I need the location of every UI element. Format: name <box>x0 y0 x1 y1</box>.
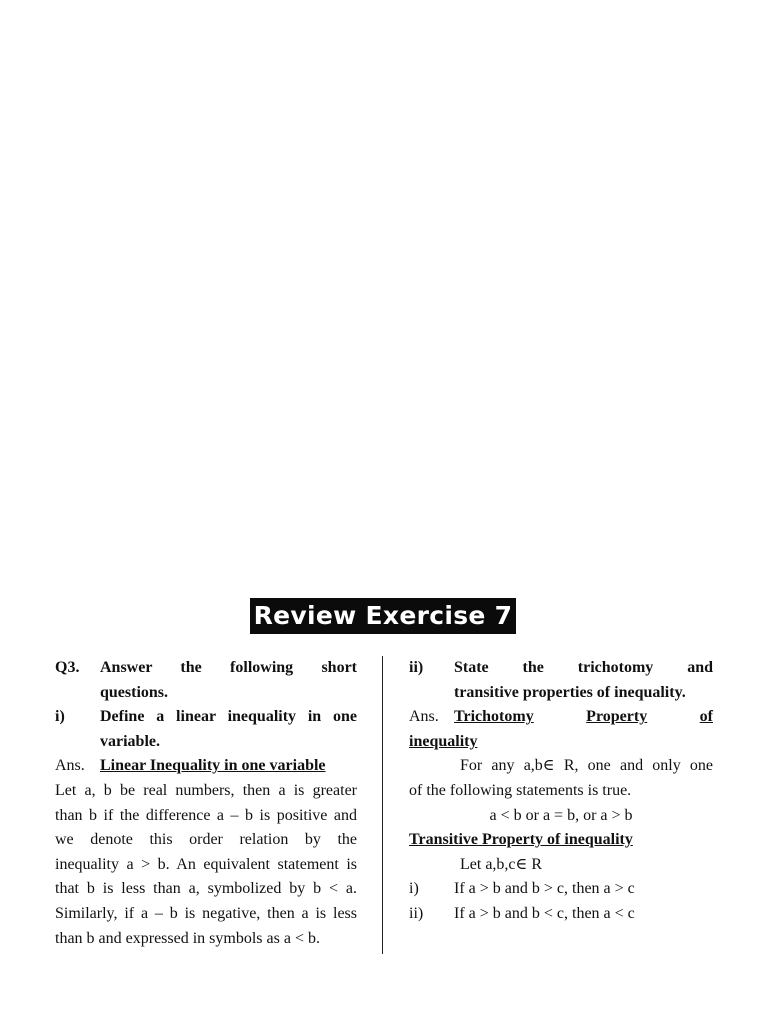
transitive-heading: Transitive Property of inequality <box>409 831 633 849</box>
let-statement: Let a,b,c∈ R <box>460 855 543 873</box>
trichotomy-statement-line1: For any a,b∈ R, one and only one <box>460 757 713 775</box>
ans-label: Ans. <box>55 757 85 775</box>
q3-label: Q3. <box>55 659 80 676</box>
rule1-label: i) <box>409 880 419 898</box>
transitive-rule-1 <box>409 877 713 902</box>
ii-text-line1: State the trichotomy and <box>454 659 713 676</box>
trichotomy-statement-line2: of the following statements is true. <box>409 781 632 799</box>
i-label: i) <box>55 708 65 726</box>
left-column <box>55 656 357 951</box>
i-text-line2: variable. <box>100 732 160 750</box>
of-word: of <box>699 708 713 726</box>
para-line: than b if the difference a – b is positive and <box>55 806 357 824</box>
section-banner: Review Exercise 7 <box>250 598 516 634</box>
para-line: that b is less than a, symbolized by b < a. <box>55 880 357 898</box>
question-ii <box>409 656 713 705</box>
para-line: Similarly, if a – b is negative, then a is less <box>55 904 357 922</box>
ii-label: ii) <box>409 659 424 676</box>
trichotomy-formula: a < b or a = b, or a > b <box>489 806 633 824</box>
para-line-last: than b and expressed in symbols as a < b. <box>55 929 320 947</box>
answer-paragraph <box>55 779 357 951</box>
i-text-line1: Define a linear inequality in one <box>100 708 357 726</box>
q3-text-line2: questions. <box>100 683 169 701</box>
right-column <box>409 656 713 927</box>
answer-heading-row <box>55 754 357 779</box>
transitive-rule-2 <box>409 902 713 927</box>
ans-label: Ans. <box>409 708 439 726</box>
para-line: inequality a > b. An equivalent statement is <box>55 855 357 873</box>
rule1-text: If a > b and b > c, then a > c <box>454 880 635 898</box>
question-q3 <box>55 656 357 705</box>
rule2-label: ii) <box>409 904 424 922</box>
inequality-word: inequality <box>409 732 478 750</box>
para-line: we denote this order relation by the <box>55 831 357 849</box>
property-word: Property <box>586 708 648 726</box>
para-line: Let a, b be real numbers, then a is greater <box>55 781 357 799</box>
question-i <box>55 705 357 754</box>
ii-text-line2: transitive properties of inequality. <box>454 683 686 701</box>
rule2-text: If a > b and b < c, then a < c <box>454 904 635 922</box>
trichotomy-word: Trichotomy <box>454 708 534 726</box>
q3-text-line1: Answer the following short <box>100 659 357 676</box>
answer-heading: Linear Inequality in one variable <box>100 757 326 775</box>
column-divider <box>382 656 383 954</box>
trichotomy-heading-row <box>409 705 713 730</box>
